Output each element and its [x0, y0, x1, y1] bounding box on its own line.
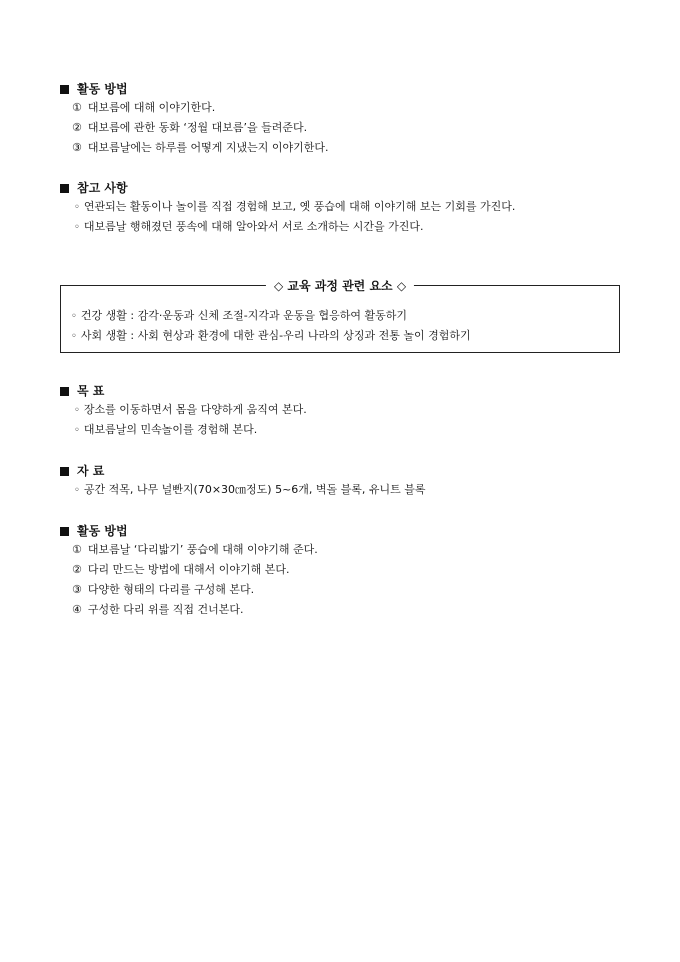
item-text: 대보름날의 민속놀이를 경험해 본다. [83, 423, 258, 436]
goals-section [60, 382, 630, 440]
heading-text: 참고 사항 [77, 181, 128, 195]
circle-bullet-icon: ◦ [74, 425, 80, 436]
diamond-icon: ◇ [273, 279, 284, 293]
list-item [71, 326, 471, 346]
item-number: ④ [72, 603, 82, 616]
list-item [60, 217, 630, 237]
section-heading [60, 80, 630, 98]
list-item [60, 420, 630, 440]
square-bullet-icon [60, 467, 69, 476]
list-item [60, 480, 630, 500]
heading-text: 활동 방법 [77, 82, 128, 96]
heading-text: 자 료 [77, 464, 105, 478]
square-bullet-icon [60, 184, 69, 193]
reference-section [60, 179, 630, 237]
item-number: ③ [72, 583, 82, 596]
list-item [60, 400, 630, 420]
square-bullet-icon [60, 387, 69, 396]
box-title [266, 277, 414, 295]
section-heading [60, 382, 630, 400]
square-bullet-icon [60, 527, 69, 536]
list-item [60, 98, 630, 118]
item-text: 구성한 다리 위를 직접 건너본다. [87, 603, 244, 616]
box-content [71, 306, 471, 346]
item-text: 장소를 이동하면서 몸을 다양하게 움직여 본다. [83, 403, 307, 416]
square-bullet-icon [60, 85, 69, 94]
circle-bullet-icon: ◦ [74, 222, 80, 233]
diamond-icon: ◇ [396, 279, 407, 293]
item-text: 대보름에 대해 이야기한다. [87, 101, 216, 114]
list-item [60, 580, 630, 600]
curriculum-box [60, 279, 620, 353]
item-text: 다리 만드는 방법에 대해서 이야기해 본다. [87, 563, 290, 576]
list-item [71, 306, 471, 326]
materials-section [60, 462, 630, 500]
item-text: 대보름날 ‘다리밟기’ 풍습에 대해 이야기해 준다. [87, 543, 318, 556]
item-text: 대보름날 행해졌던 풍속에 대해 알아와서 서로 소개하는 시간을 가진다. [83, 220, 424, 233]
list-item [60, 560, 630, 580]
list-item [60, 197, 630, 217]
item-text: 다양한 형태의 다리를 구성해 본다. [87, 583, 255, 596]
heading-text: 목 표 [77, 384, 105, 398]
list-item [60, 540, 630, 560]
activity-method-section-1 [60, 80, 630, 158]
circle-bullet-icon: ◦ [71, 311, 77, 322]
list-item [60, 118, 630, 138]
item-text: 공간 적목, 나무 널빤지(70×30㎝정도) 5~6개, 벽돌 블록, 유니트 블록 [83, 483, 426, 496]
item-number: ① [72, 543, 82, 556]
item-text: 연관되는 활동이나 놀이를 직접 경험해 보고, 옛 풍습에 대해 이야기해 보는 기회를 가진다. [83, 200, 516, 213]
item-number: ③ [72, 141, 82, 154]
item-number: ② [72, 121, 82, 134]
list-item [60, 138, 630, 158]
item-text: 건강 생활 : 감각·운동과 신체 조절-지각과 운동을 협응하여 활동하기 [80, 309, 407, 322]
circle-bullet-icon: ◦ [74, 485, 80, 496]
circle-bullet-icon: ◦ [74, 405, 80, 416]
section-heading [60, 462, 630, 480]
item-number: ① [72, 101, 82, 114]
circle-bullet-icon: ◦ [71, 331, 77, 342]
section-heading [60, 179, 630, 197]
list-item [60, 600, 630, 620]
box-title-text: 교육 과정 관련 요소 [287, 279, 393, 293]
heading-text: 활동 방법 [77, 524, 128, 538]
item-text: 대보름에 관한 동화 ‘정월 대보름’을 들려준다. [87, 121, 308, 134]
section-heading [60, 522, 630, 540]
item-text: 대보름날에는 하루를 어떻게 지냈는지 이야기한다. [87, 141, 329, 154]
circle-bullet-icon: ◦ [74, 202, 80, 213]
item-number: ② [72, 563, 82, 576]
item-text: 사회 생활 : 사회 현상과 환경에 대한 관심-우리 나라의 상징과 전통 놀이 경험하기 [80, 329, 471, 342]
activity-method-section-2 [60, 522, 630, 620]
